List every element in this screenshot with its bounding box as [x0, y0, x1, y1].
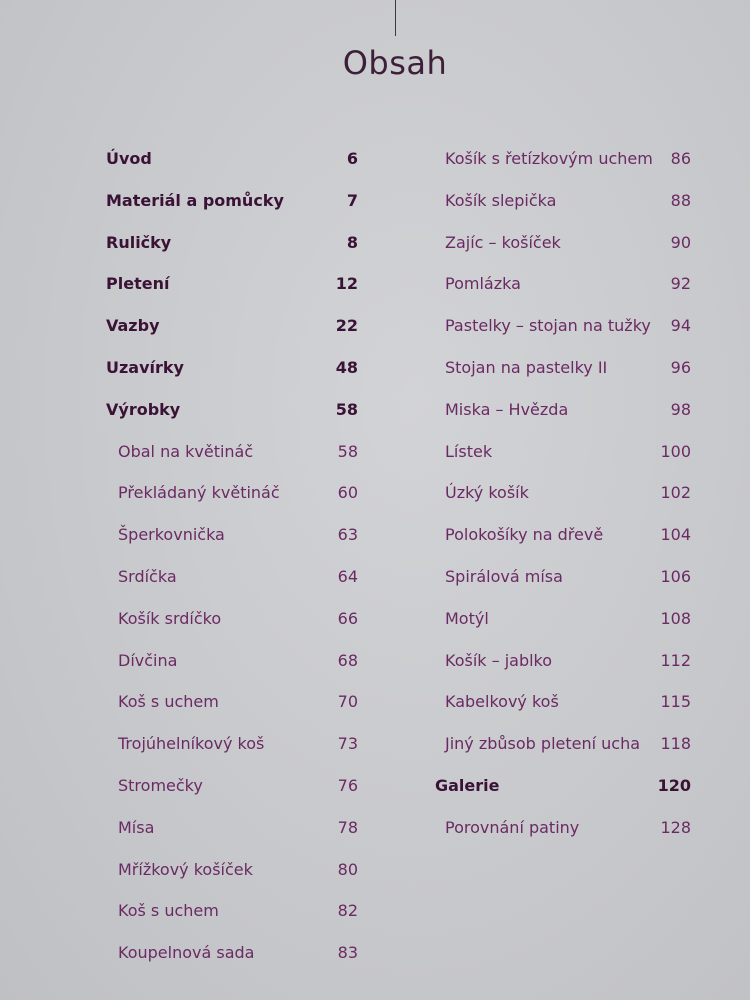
toc-entry-page-number: 86	[670, 149, 691, 168]
page-title: Obsah	[342, 44, 448, 82]
toc-entry-label: Koupelnová sada	[118, 943, 255, 963]
toc-sub-entry	[435, 472, 691, 514]
toc-entry-page-number: 106	[660, 566, 691, 586]
toc-entry-page-number: 66	[337, 608, 358, 628]
toc-sub-entry	[435, 138, 691, 180]
toc-entry-label: Jiný zbůsob pletení ucha	[445, 734, 641, 754]
toc-entry-page-number: 68	[337, 650, 358, 670]
toc-main-entry	[435, 765, 691, 807]
toc-entry-page-number: 108	[660, 608, 691, 628]
toc-main-entry	[106, 180, 358, 222]
toc-entry-page-number: 7	[346, 190, 358, 210]
toc-sub-entry	[106, 598, 358, 640]
toc-sub-entry	[106, 765, 358, 807]
toc-entry-label: Srdíčka	[118, 566, 177, 586]
toc-entry-label: Materiál a pomůcky	[106, 190, 284, 210]
toc-entry-page-number: 88	[670, 190, 691, 210]
toc-sub-entry	[435, 389, 691, 431]
toc-sub-entry	[435, 347, 691, 389]
toc-sub-entry	[435, 723, 691, 765]
toc-entry-label: Výrobky	[106, 399, 181, 419]
toc-sub-entry	[435, 556, 691, 598]
toc-sub-entry	[106, 514, 358, 556]
toc-sub-entry	[435, 222, 691, 264]
toc-sub-entry	[435, 807, 691, 849]
toc-sub-entry	[435, 681, 691, 723]
toc-entry-label: Vazby	[106, 316, 160, 336]
toc-entry-page-number: 118	[660, 734, 691, 754]
toc-entry-page-number: 22	[335, 316, 358, 336]
toc-entry-page-number: 82	[337, 901, 358, 921]
toc-sub-entry	[435, 640, 691, 682]
toc-sub-entry	[106, 681, 358, 723]
toc-entry-label: Překládaný květináč	[118, 483, 280, 503]
toc-right-column	[435, 138, 691, 849]
toc-entry-label: Porovnání patiny	[445, 817, 580, 837]
toc-entry-label: Miska – Hvězda	[445, 399, 569, 419]
toc-entry-label: Mísa	[118, 817, 155, 837]
toc-sub-entry	[106, 431, 358, 473]
toc-entry-page-number: 48	[335, 357, 358, 377]
toc-sub-entry	[435, 514, 691, 556]
toc-entry-page-number: 60	[337, 483, 358, 503]
toc-entry-label: Galerie	[435, 775, 500, 795]
toc-entry-page-number: 63	[337, 525, 358, 545]
toc-sub-entry	[106, 807, 358, 849]
toc-entry-label: Stojan na pastelky II	[445, 357, 608, 377]
toc-entry-page-number: 112	[660, 650, 691, 670]
toc-entry-page-number: 115	[660, 692, 691, 712]
toc-entry-page-number: 100	[660, 441, 691, 461]
toc-sub-entry	[435, 263, 691, 305]
toc-entry-label: Koš s uchem	[118, 901, 219, 921]
toc-entry-page-number: 104	[660, 525, 691, 545]
toc-entry-label: Pastelky – stojan na tužky	[445, 316, 651, 336]
toc-sub-entry	[106, 556, 358, 598]
toc-entry-label: Dívčina	[118, 650, 178, 670]
toc-entry-label: Mřížkový košíček	[118, 859, 253, 879]
toc-entry-page-number: 120	[657, 775, 691, 795]
toc-entry-label: Lístek	[445, 441, 493, 461]
toc-main-entry	[106, 305, 358, 347]
toc-entry-label: Zajíc – košíček	[445, 232, 561, 252]
toc-sub-entry	[106, 890, 358, 932]
toc-entry-label: Úzký košík	[445, 483, 529, 503]
toc-entry-label: Polokošíky na dřevě	[445, 525, 604, 545]
toc-sub-entry	[435, 305, 691, 347]
toc-entry-label: Kabelkový koš	[445, 692, 559, 712]
toc-sub-entry	[106, 723, 358, 765]
toc-entry-page-number: 94	[670, 316, 691, 336]
toc-entry-label: Koš s uchem	[118, 692, 219, 712]
toc-entry-page-number: 12	[335, 274, 358, 294]
toc-entry-page-number: 64	[337, 566, 358, 586]
toc-sub-entry	[106, 640, 358, 682]
toc-entry-page-number: 96	[670, 357, 691, 377]
toc-sub-entry	[106, 849, 358, 891]
toc-main-entry	[106, 222, 358, 264]
toc-entry-label: Trojúhelníkový koš	[118, 734, 265, 754]
toc-left-column	[106, 138, 358, 974]
toc-entry-page-number: 73	[337, 734, 358, 754]
toc-entry-label: Pletení	[106, 274, 170, 294]
toc-main-entry	[106, 263, 358, 305]
toc-entry-label: Pomlázka	[445, 274, 521, 294]
toc-entry-page-number: 70	[337, 692, 358, 712]
toc-sub-entry	[435, 180, 691, 222]
toc-main-entry	[106, 389, 358, 431]
toc-sub-entry	[435, 431, 691, 473]
toc-entry-label: Košík slepička	[445, 190, 557, 210]
toc-entry-label: Stromečky	[118, 775, 203, 795]
toc-entry-label: Motýl	[445, 608, 489, 628]
toc-entry-page-number: 90	[670, 232, 691, 252]
toc-entry-page-number: 78	[337, 817, 358, 837]
toc-entry-page-number: 98	[670, 399, 691, 419]
toc-entry-page-number: 76	[337, 775, 358, 795]
toc-entry-page-number: 83	[337, 943, 358, 963]
toc-entry-page-number: 102	[660, 483, 691, 503]
toc-entry-label: Ruličky	[106, 232, 172, 252]
toc-entry-page-number: 58	[335, 399, 358, 419]
toc-entry-label: Košík s řetízkovým uchem	[445, 149, 653, 168]
toc-sub-entry	[435, 598, 691, 640]
toc-entry-label: Obal na květináč	[118, 441, 254, 461]
toc-entry-page-number: 92	[670, 274, 691, 294]
toc-entry-page-number: 58	[337, 441, 358, 461]
toc-entry-label: Šperkovnička	[118, 525, 225, 545]
page-fold-line	[395, 0, 396, 36]
toc-entry-label: Košík – jablko	[445, 650, 553, 670]
toc-entry-page-number: 80	[337, 859, 358, 879]
toc-sub-entry	[106, 932, 358, 974]
toc-entry-page-number: 128	[660, 817, 691, 837]
toc-entry-label: Uzavírky	[106, 357, 184, 377]
toc-entry-label: Košík srdíčko	[118, 608, 222, 628]
toc-entry-page-number: 8	[346, 232, 358, 252]
toc-entry-label: Úvod	[106, 149, 152, 168]
toc-main-entry	[106, 138, 358, 180]
toc-main-entry	[106, 347, 358, 389]
toc-sub-entry	[106, 472, 358, 514]
toc-entry-label: Spirálová mísa	[445, 566, 563, 586]
toc-entry-page-number: 6	[346, 149, 358, 168]
